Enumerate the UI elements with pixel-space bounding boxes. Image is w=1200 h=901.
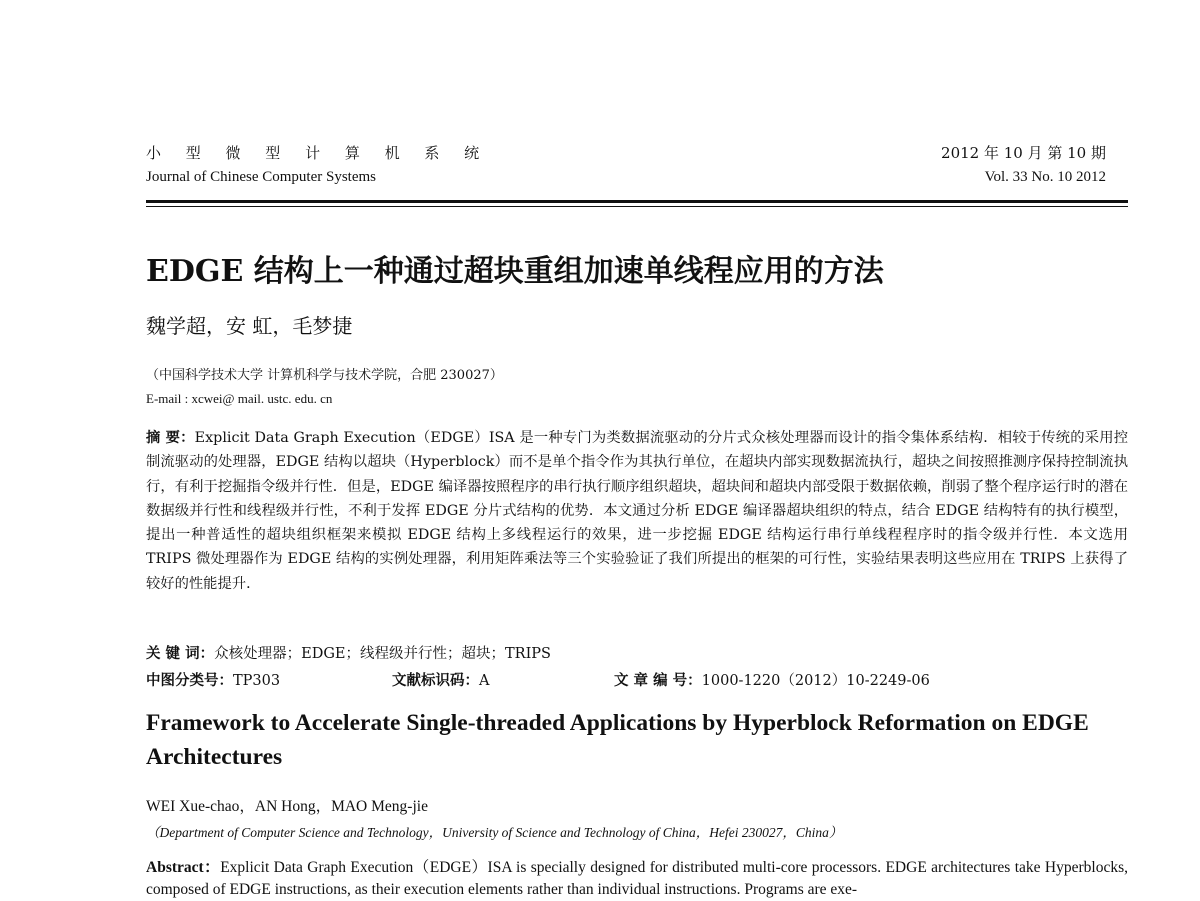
keywords-row — [146, 643, 551, 665]
article-number-value: 1000-1220（2012）10-2249-06 — [701, 673, 930, 689]
journal-header — [146, 142, 1128, 192]
keywords-label: 关 键 词： — [146, 645, 215, 662]
article-number-label: 文 章 编 号： — [614, 672, 702, 689]
issue-date-cn: 2012 年 10 月 第 10 期 — [941, 144, 1106, 162]
journal-name-cn: 小 型 微 型 计 算 机 系 统 — [146, 144, 490, 162]
author-email: E-mail : xcwei@ mail. ustc. edu. cn — [146, 391, 333, 406]
classification-row — [146, 670, 1128, 692]
abstract-en — [146, 857, 1128, 901]
affiliation-en: （Department of Computer Science and Technology，University of Science and Technology of China，Hefei 230027，China） — [146, 825, 843, 840]
issue-volume-en: Vol. 33 No. 10 2012 — [984, 169, 1106, 185]
doc-code-value: A — [479, 673, 490, 689]
abstract-en-text: Explicit Data Graph Execution（EDGE）ISA is specially designed for distributed multi-core processors. EDGE architectures take Hyperblocks, composed of EDGE instructions, as their execution elements rather than individual instructions. Programs are exe- — [146, 859, 1128, 898]
authors-en: WEI Xue-chao，AN Hong，MAO Meng-jie — [146, 798, 428, 815]
doc-code-label: 文献标识码： — [392, 672, 479, 689]
issue-info-block — [941, 142, 1106, 190]
clc-label: 中图分类号： — [146, 672, 233, 689]
paper-page — [146, 0, 1128, 898]
paper-title-en: Framework to Accelerate Single-threaded Applications by Hyperblock Reformation on EDGE Architectures — [146, 710, 1089, 770]
abstract-cn-text: Explicit Data Graph Execution（EDGE）ISA 是一种专门为类数据流驱动的分片式众核处理器而设计的指令集体系结构．相较于传统的采用控制流驱动的处理器，EDGE 结构以超块（Hyperblock）而不是单个指令作为其执行单位，在超块内部实现数据流执行，超块之间按照推测序保持控制流执行，有利于挖掘指令级并行性．但是，EDGE 编译器按照程序的串行执行顺序组织超块，超块间和超块内部受限于数据依赖，削弱了整个程序运行时的潜在数据级并行性和线程级并行性，不利于发挥 EDGE 分片式结构的优势．本文通过分析 EDGE 编译器超块组织的特点，结合 EDGE 结构特有的执行模型，提出一种普适性的超块组织框架来模拟 EDGE 结构上多线程运行的效果，进一步挖掘 EDGE 结构运行串行单线程程序时的指令级并行性．本文选用 TRIPS 微处理器作为 EDGE 结构的实例处理器，利用矩阵乘法等三个实验验证了我们所提出的框架的可行性，实验结果表明这些应用在 TRIPS 上获得了较好的性能提升． — [146, 430, 1128, 592]
doc-code-field — [392, 670, 489, 692]
abstract-cn — [146, 426, 1128, 596]
article-number-field — [614, 670, 930, 692]
header-rule-thin — [146, 206, 1128, 207]
affiliation-cn: （中国科学技术大学 计算机科学与技术学院，合肥 230027） — [146, 368, 503, 383]
header-rule-thick — [146, 200, 1128, 203]
paper-title-cn: EDGE 结构上一种通过超块重组加速单线程应用的方法 — [146, 254, 884, 289]
clc-value: TP303 — [233, 673, 281, 689]
keywords-text: 众核处理器；EDGE；线程级并行性；超块；TRIPS — [214, 646, 551, 662]
journal-name-block — [146, 142, 489, 190]
journal-name-en: Journal of Chinese Computer Systems — [146, 169, 376, 185]
abstract-en-label: Abstract： — [146, 859, 221, 876]
authors-cn: 魏学超，安 虹，毛梦捷 — [146, 314, 353, 338]
clc-field — [146, 670, 280, 692]
abstract-cn-label: 摘 要： — [146, 430, 195, 446]
